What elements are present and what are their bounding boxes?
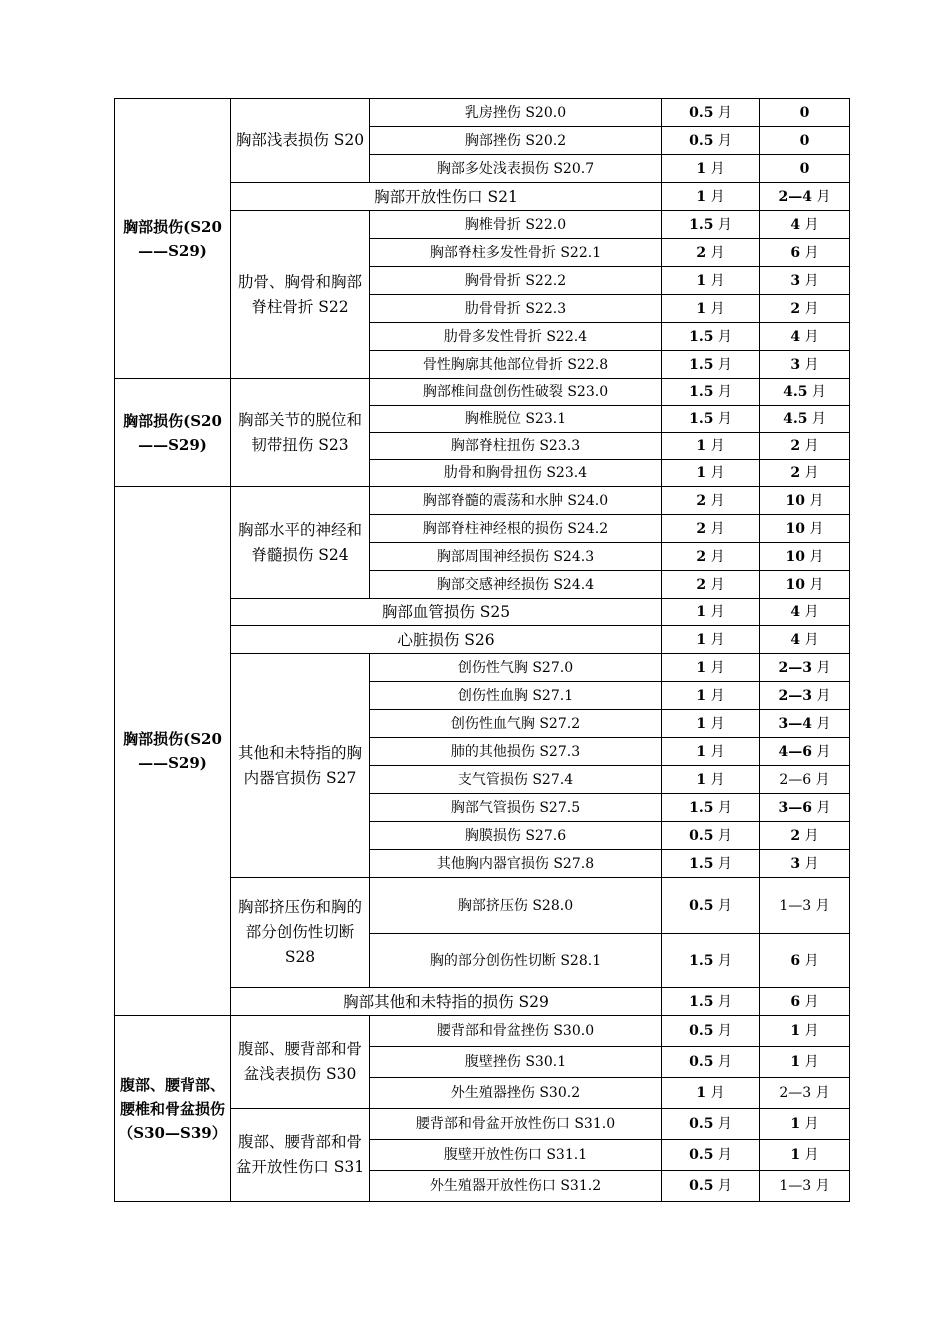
duration-b-cell: 3 月 — [760, 267, 850, 295]
duration-b-cell: 1 月 — [760, 1016, 850, 1047]
category-cell: 胸部损伤(S20——S29) — [115, 379, 231, 487]
item-cell: 胸椎脱位 S23.1 — [370, 406, 662, 433]
duration-a-cell: 1.5 月 — [662, 850, 760, 878]
duration-b-cell: 3 月 — [760, 850, 850, 878]
duration-a-cell: 1.5 月 — [662, 934, 760, 988]
item-cell: 肋骨和胸骨扭伤 S23.4 — [370, 460, 662, 487]
category-cell: 胸部损伤(S20——S29) — [115, 99, 231, 379]
item-cell: 骨性胸廓其他部位骨折 S22.8 — [370, 351, 662, 379]
duration-a-cell: 1.5 月 — [662, 211, 760, 239]
duration-b-cell: 1 月 — [760, 1140, 850, 1171]
duration-b-cell: 10 月 — [760, 487, 850, 515]
table-row — [115, 379, 850, 406]
duration-b-cell: 2—4 月 — [760, 183, 850, 211]
item-cell: 胸部挤压伤 S28.0 — [370, 878, 662, 934]
duration-b-cell: 4 月 — [760, 599, 850, 626]
item-cell: 胸部脊柱扭伤 S23.3 — [370, 433, 662, 460]
duration-a-cell: 1 月 — [662, 295, 760, 323]
item-cell: 创伤性血气胸 S27.2 — [370, 710, 662, 738]
duration-b-cell: 2—6 月 — [760, 766, 850, 794]
subcategory-cell: 胸部血管损伤 S25 — [231, 599, 662, 626]
item-cell: 胸椎骨折 S22.0 — [370, 211, 662, 239]
category-cell: 胸部损伤(S20——S29) — [115, 487, 231, 1016]
duration-a-cell: 0.5 月 — [662, 878, 760, 934]
item-cell: 肺的其他损伤 S27.3 — [370, 738, 662, 766]
duration-b-cell: 4 月 — [760, 626, 850, 654]
duration-b-cell: 1 月 — [760, 1047, 850, 1078]
item-cell: 胸骨骨折 S22.2 — [370, 267, 662, 295]
duration-b-cell: 3—4 月 — [760, 710, 850, 738]
table-row — [115, 1016, 850, 1047]
item-cell: 创伤性血胸 S27.1 — [370, 682, 662, 710]
duration-b-cell: 3—6 月 — [760, 794, 850, 822]
duration-b-cell: 2 月 — [760, 822, 850, 850]
item-cell: 胸部椎间盘创伤性破裂 S23.0 — [370, 379, 662, 406]
duration-a-cell: 1 月 — [662, 766, 760, 794]
item-cell: 腰背部和骨盆开放性伤口 S31.0 — [370, 1109, 662, 1140]
duration-b-cell: 10 月 — [760, 571, 850, 599]
category-cell: 腹部、腰背部、腰椎和骨盆损伤（S30—S39） — [115, 1016, 231, 1202]
duration-b-cell: 6 月 — [760, 934, 850, 988]
duration-b-cell: 1—3 月 — [760, 1171, 850, 1202]
item-cell: 乳房挫伤 S20.0 — [370, 99, 662, 127]
duration-a-cell: 0.5 月 — [662, 1140, 760, 1171]
duration-a-cell: 1 月 — [662, 710, 760, 738]
item-cell: 创伤性气胸 S27.0 — [370, 654, 662, 682]
duration-a-cell: 2 月 — [662, 543, 760, 571]
duration-a-cell: 1 月 — [662, 599, 760, 626]
subcategory-cell: 肋骨、胸骨和胸部脊柱骨折 S22 — [231, 211, 370, 379]
duration-a-cell: 0.5 月 — [662, 99, 760, 127]
duration-a-cell: 0.5 月 — [662, 1047, 760, 1078]
duration-b-cell: 4.5 月 — [760, 379, 850, 406]
duration-b-cell: 4—6 月 — [760, 738, 850, 766]
duration-a-cell: 2 月 — [662, 239, 760, 267]
subcategory-cell: 胸部浅表损伤 S20 — [231, 99, 370, 183]
duration-a-cell: 1 月 — [662, 267, 760, 295]
item-cell: 胸部周围神经损伤 S24.3 — [370, 543, 662, 571]
duration-a-cell: 2 月 — [662, 571, 760, 599]
subcategory-cell: 胸部水平的神经和脊髓损伤 S24 — [231, 487, 370, 599]
duration-a-cell: 0.5 月 — [662, 1171, 760, 1202]
duration-b-cell: 2—3 月 — [760, 682, 850, 710]
item-cell: 其他胸内器官损伤 S27.8 — [370, 850, 662, 878]
duration-a-cell: 1.5 月 — [662, 794, 760, 822]
item-cell: 肋骨骨折 S22.3 — [370, 295, 662, 323]
item-cell: 胸部脊柱多发性骨折 S22.1 — [370, 239, 662, 267]
subcategory-cell: 胸部其他和未特指的损伤 S29 — [231, 988, 662, 1016]
item-cell: 胸部脊髓的震荡和水肿 S24.0 — [370, 487, 662, 515]
subcategory-cell: 其他和未特指的胸内器官损伤 S27 — [231, 654, 370, 878]
duration-b-cell: 2 月 — [760, 460, 850, 487]
subcategory-cell: 胸部开放性伤口 S21 — [231, 183, 662, 211]
item-cell: 腹壁挫伤 S30.1 — [370, 1047, 662, 1078]
item-cell: 胸膜损伤 S27.6 — [370, 822, 662, 850]
duration-a-cell: 0.5 月 — [662, 127, 760, 155]
duration-b-cell: 6 月 — [760, 988, 850, 1016]
duration-a-cell: 1 月 — [662, 654, 760, 682]
duration-b-cell: 4.5 月 — [760, 406, 850, 433]
duration-b-cell: 4 月 — [760, 323, 850, 351]
duration-a-cell: 1 月 — [662, 460, 760, 487]
duration-b-cell: 6 月 — [760, 239, 850, 267]
item-cell: 肋骨多发性骨折 S22.4 — [370, 323, 662, 351]
duration-b-cell: 0 — [760, 99, 850, 127]
item-cell: 腰背部和骨盆挫伤 S30.0 — [370, 1016, 662, 1047]
subcategory-cell: 腹部、腰背部和骨盆浅表损伤 S30 — [231, 1016, 370, 1109]
duration-a-cell: 1 月 — [662, 682, 760, 710]
duration-a-cell: 1.5 月 — [662, 988, 760, 1016]
duration-b-cell: 4 月 — [760, 211, 850, 239]
item-cell: 支气管损伤 S27.4 — [370, 766, 662, 794]
duration-a-cell: 2 月 — [662, 487, 760, 515]
duration-b-cell: 1 月 — [760, 1109, 850, 1140]
duration-a-cell: 1.5 月 — [662, 323, 760, 351]
duration-a-cell: 1.5 月 — [662, 379, 760, 406]
duration-b-cell: 2—3 月 — [760, 654, 850, 682]
duration-b-cell: 10 月 — [760, 515, 850, 543]
duration-b-cell: 1—3 月 — [760, 878, 850, 934]
duration-b-cell: 2—3 月 — [760, 1078, 850, 1109]
item-cell: 胸部脊柱神经根的损伤 S24.2 — [370, 515, 662, 543]
item-cell: 胸部多处浅表损伤 S20.7 — [370, 155, 662, 183]
injury-table — [114, 98, 850, 1202]
duration-a-cell: 0.5 月 — [662, 822, 760, 850]
duration-a-cell: 1 月 — [662, 155, 760, 183]
table-row — [115, 487, 850, 515]
item-cell: 外生殖器挫伤 S30.2 — [370, 1078, 662, 1109]
duration-a-cell: 1 月 — [662, 183, 760, 211]
item-cell: 胸部交感神经损伤 S24.4 — [370, 571, 662, 599]
duration-b-cell: 0 — [760, 155, 850, 183]
duration-a-cell: 1.5 月 — [662, 351, 760, 379]
duration-a-cell: 1 月 — [662, 1078, 760, 1109]
duration-a-cell: 1 月 — [662, 738, 760, 766]
duration-a-cell: 1 月 — [662, 433, 760, 460]
subcategory-cell: 胸部关节的脱位和韧带扭伤 S23 — [231, 379, 370, 487]
item-cell: 胸部挫伤 S20.2 — [370, 127, 662, 155]
item-cell: 胸部气管损伤 S27.5 — [370, 794, 662, 822]
item-cell: 胸的部分创伤性切断 S28.1 — [370, 934, 662, 988]
subcategory-cell: 心脏损伤 S26 — [231, 626, 662, 654]
duration-a-cell: 0.5 月 — [662, 1016, 760, 1047]
duration-a-cell: 1 月 — [662, 626, 760, 654]
item-cell: 腹壁开放性伤口 S31.1 — [370, 1140, 662, 1171]
duration-b-cell: 3 月 — [760, 351, 850, 379]
table-row — [115, 99, 850, 127]
duration-b-cell: 0 — [760, 127, 850, 155]
duration-a-cell: 0.5 月 — [662, 1109, 760, 1140]
duration-b-cell: 2 月 — [760, 295, 850, 323]
subcategory-cell: 胸部挤压伤和胸的部分创伤性切断 S28 — [231, 878, 370, 988]
duration-b-cell: 2 月 — [760, 433, 850, 460]
duration-a-cell: 1.5 月 — [662, 406, 760, 433]
duration-b-cell: 10 月 — [760, 543, 850, 571]
item-cell: 外生殖器开放性伤口 S31.2 — [370, 1171, 662, 1202]
subcategory-cell: 腹部、腰背部和骨盆开放性伤口 S31 — [231, 1109, 370, 1202]
duration-a-cell: 2 月 — [662, 515, 760, 543]
